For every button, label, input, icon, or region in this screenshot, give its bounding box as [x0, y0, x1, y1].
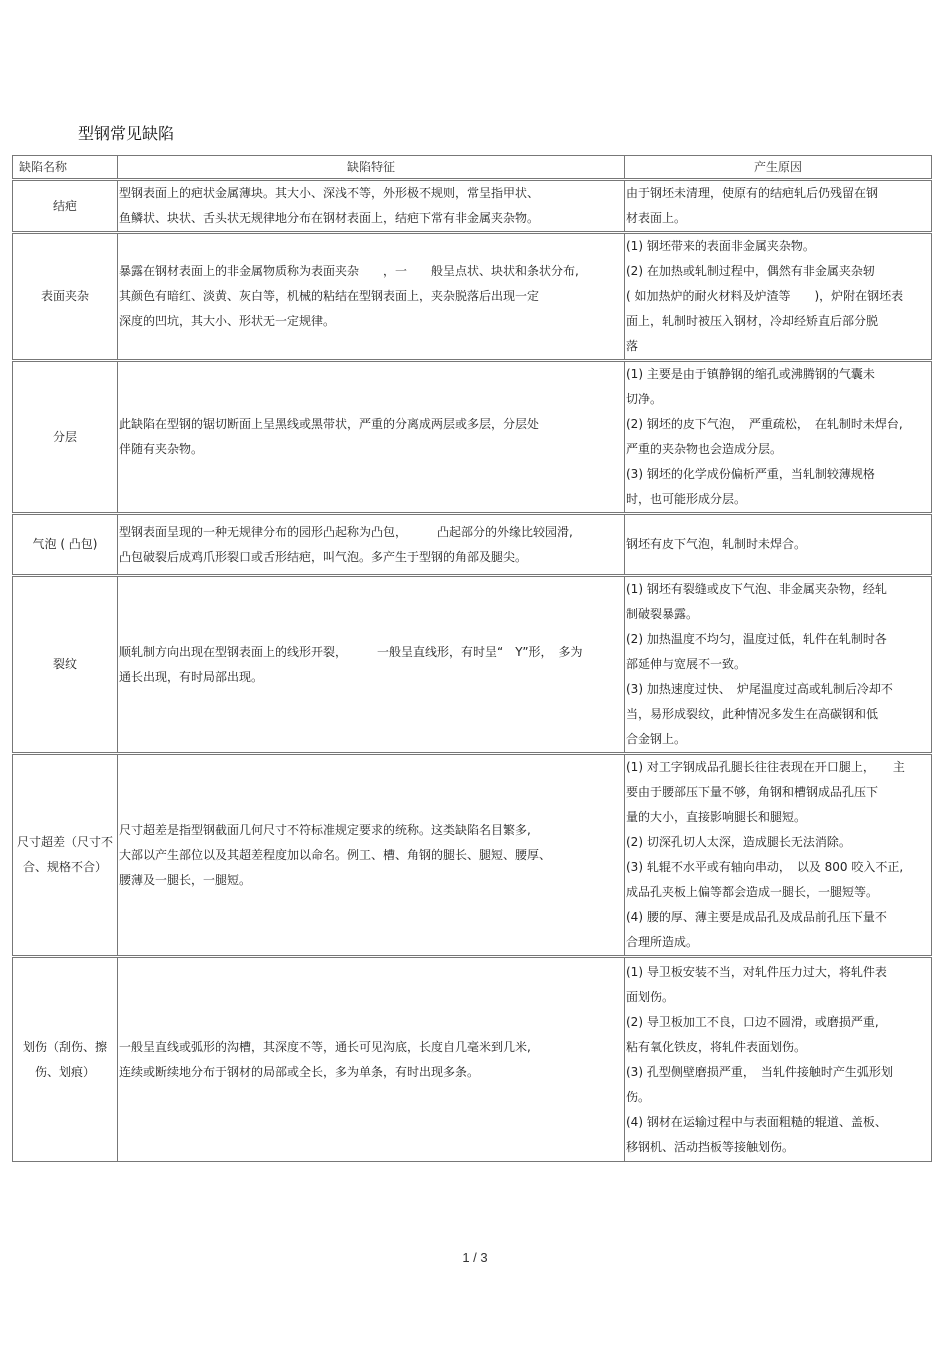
feature-text-line: 连续或断续地分布于钢材的局部或全长，多为单条，有时出现多条。 [119, 1064, 480, 1079]
defect-cause-cell [625, 957, 932, 1162]
cause-text-line: 材表面上。 [626, 211, 687, 225]
defect-feature-cell [118, 514, 625, 576]
cause-text-line: 粘有氧化铁皮，将轧件表面划伤。 [626, 1039, 807, 1054]
feature-text-line: 尺寸超差是指型钢截面几何尺寸不符标准规定要求的统称。这类缺陷名目繁多, [119, 822, 531, 837]
cause-text-line: (3) 钢坯的化学成份偏析严重，当轧制较薄规格 [626, 467, 875, 481]
cause-text-line: (1) 钢坯有裂缝或皮下气泡、非金属夹杂物，经轧 [626, 582, 887, 596]
feature-text-line: 型钢表面呈现的一种无规律分布的园形凸起称为凸包， 凸起部分的外缘比较园滑, [119, 524, 573, 539]
table-row [13, 576, 932, 754]
feature-text-line: 腰薄及一腿长，一腿短。 [119, 872, 252, 887]
cause-text-line: 面上，轧制时被压入钢材，冷却经矫直后部分脱 [626, 314, 879, 328]
feature-text-line: 型钢表面上的疤状金属薄块。其大小、深浅不等，外形极不规则，常呈指甲状、 [119, 186, 540, 200]
cause-text-line: (4) 腰的厚、薄主要是成品孔及成品前孔压下量不 [626, 910, 887, 924]
defect-feature-cell [118, 180, 625, 233]
cause-text-line: 合理所造成。 [626, 935, 699, 949]
defect-name-cell: 尺寸超差（尺寸不合、规格不合） [13, 754, 118, 957]
defect-cause-cell [625, 180, 932, 233]
defect-feature-cell [118, 754, 625, 957]
cause-text-line: 要由于腰部压下量不够，角钢和槽钢成品孔压下 [626, 785, 879, 799]
cause-text-line: (1) 主要是由于镇静钢的缩孔或沸腾钢的气囊未 [626, 367, 875, 381]
cause-text-line: (1) 对工字钢成品孔腿长往往表现在开口腿上， 主 [626, 760, 905, 774]
feature-text-line: 其颜色有暗红、淡黄、灰白等，机械的粘结在型钢表面上，夹杂脱落后出现一定 [119, 289, 540, 303]
cause-text-line: 钢坯有皮下气泡，轧制时未焊合。 [626, 537, 807, 551]
cause-text-line: 成品孔夹板上偏等都会造成一腿长，一腿短等。 [626, 885, 879, 899]
feature-text-line: 大部以产生部位以及其超差程度加以命名。例工、槽、角钢的腿长、腿短、腰厚、 [119, 847, 552, 862]
defect-name-cell: 划伤（刮伤、擦伤、划痕） [13, 957, 118, 1162]
page-title: 型钢常见缺陷 [78, 124, 175, 143]
defect-cause-cell [625, 576, 932, 754]
table-header-row [13, 156, 932, 180]
cause-text-line: (4) 钢材在运输过程中与表面粗糙的辊道、盖板、 [626, 1114, 887, 1129]
header-defect-feature: 缺陷特征 [118, 156, 625, 180]
table-row [13, 361, 932, 514]
defect-feature-cell [118, 361, 625, 514]
page-number: 1 / 3 [462, 1250, 488, 1265]
cause-text-line: 部延伸与宽展不一致。 [626, 657, 747, 671]
cause-text-line: 伤。 [626, 1089, 651, 1104]
table-body [13, 180, 932, 1162]
cause-text-line: 量的大小，直接影响腿长和腿短。 [626, 810, 807, 824]
defect-name-cell: 结疤 [13, 180, 118, 233]
cause-text-line: (1) 导卫板安装不当，对轧件压力过大，将轧件表 [626, 964, 887, 979]
table-row [13, 180, 932, 233]
defect-cause-cell [625, 514, 932, 576]
feature-text-line: 一般呈直线或弧形的沟槽，其深度不等，通长可见沟底，长度自几毫米到几米, [119, 1039, 531, 1054]
defect-name-cell: 气泡 ( 凸包) [13, 514, 118, 576]
defect-name-cell: 分层 [13, 361, 118, 514]
cause-text-line: (3) 轧辊不水平或有轴向串动， 以及 800 咬入不正, [626, 860, 904, 874]
feature-text-line: 暴露在钢材表面上的非金属物质称为表面夹杂 ，一 般呈点状、块状和条状分布, [119, 264, 579, 278]
defect-name-cell: 表面夹杂 [13, 233, 118, 361]
feature-text-line: 顺轧制方向出现在型钢表面上的线形开裂， 一般呈直线形，有时呈“ Y”形， 多为 [119, 644, 583, 659]
cause-text-line: 切净。 [626, 392, 663, 406]
cause-text-line: 时，也可能形成分层。 [626, 492, 747, 506]
defect-cause-cell [625, 754, 932, 957]
feature-text-line: 深度的凹坑，其大小、形状无一定规律。 [119, 314, 336, 328]
cause-text-line: (2) 钢坯的皮下气泡， 严重疏松， 在轧制时未焊台, [626, 417, 903, 431]
cause-text-line: 落 [626, 339, 639, 353]
feature-text-line: 凸包破裂后成鸡爪形裂口或舌形结疤，叫气泡。多产生于型钢的角部及腿尖。 [119, 549, 528, 564]
cause-text-line: (3) 孔型侧壁磨损严重， 当轧件接触时产生弧形划 [626, 1064, 893, 1079]
header-defect-name: 缺陷名称 [13, 156, 118, 180]
feature-text-line: 伴随有夹杂物。 [119, 442, 204, 456]
cause-text-line: 移钢机、活动挡板等接触划伤。 [626, 1139, 795, 1154]
defect-cause-cell [625, 361, 932, 514]
cause-text-line: (2) 切深孔切人太深，造成腿长无法消除。 [626, 835, 851, 849]
cause-text-line: 制破裂暴露。 [626, 607, 699, 621]
cause-text-line: (1) 钢坯带来的表面非金属夹杂物。 [626, 239, 815, 253]
cause-text-line: 当，易形成裂纹，此种情况多发生在高碳钢和低 [626, 707, 879, 721]
feature-text-line: 鱼鳞状、块状、舌头状无规律地分布在钢材表面上，结疤下常有非金属夹杂物。 [119, 211, 540, 225]
defects-table [12, 155, 932, 1162]
cause-text-line: 由于钢坯未清理，使原有的结疤轧后仍残留在钢 [626, 186, 879, 200]
defect-feature-cell [118, 576, 625, 754]
cause-text-line: (2) 加热温度不均匀，温度过低，轧件在轧制时各 [626, 632, 887, 646]
defect-name-cell: 裂纹 [13, 576, 118, 754]
defect-feature-cell [118, 233, 625, 361]
cause-text-line: (3) 加热速度过快、 炉尾温度过高或轧制后冷却不 [626, 682, 893, 696]
header-defect-cause: 产生原因 [625, 156, 932, 180]
cause-text-line: (2) 在加热或轧制过程中，偶然有非金属夹杂轫 [626, 264, 875, 278]
table-row [13, 754, 932, 957]
cause-text-line: 严重的夹杂物也会造成分层。 [626, 442, 783, 456]
cause-text-line: 面划伤。 [626, 989, 675, 1004]
defect-cause-cell [625, 233, 932, 361]
feature-text-line: 此缺陷在型钢的锯切断面上呈黑线或黑带状，严重的分离成两层或多层，分层处 [119, 417, 540, 431]
table-row [13, 233, 932, 361]
table-row [13, 514, 932, 576]
table-row [13, 957, 932, 1162]
defect-feature-cell [118, 957, 625, 1162]
feature-text-line: 通长出现，有时局部出现。 [119, 669, 264, 684]
cause-text-line: (2) 导卫板加工不良，口边不圆滑，或磨损严重, [626, 1014, 879, 1029]
cause-text-line: 合金钢上。 [626, 732, 687, 746]
cause-text-line: ( 如加热炉的耐火材料及炉渣等 )，炉附在钢坯表 [626, 289, 904, 303]
